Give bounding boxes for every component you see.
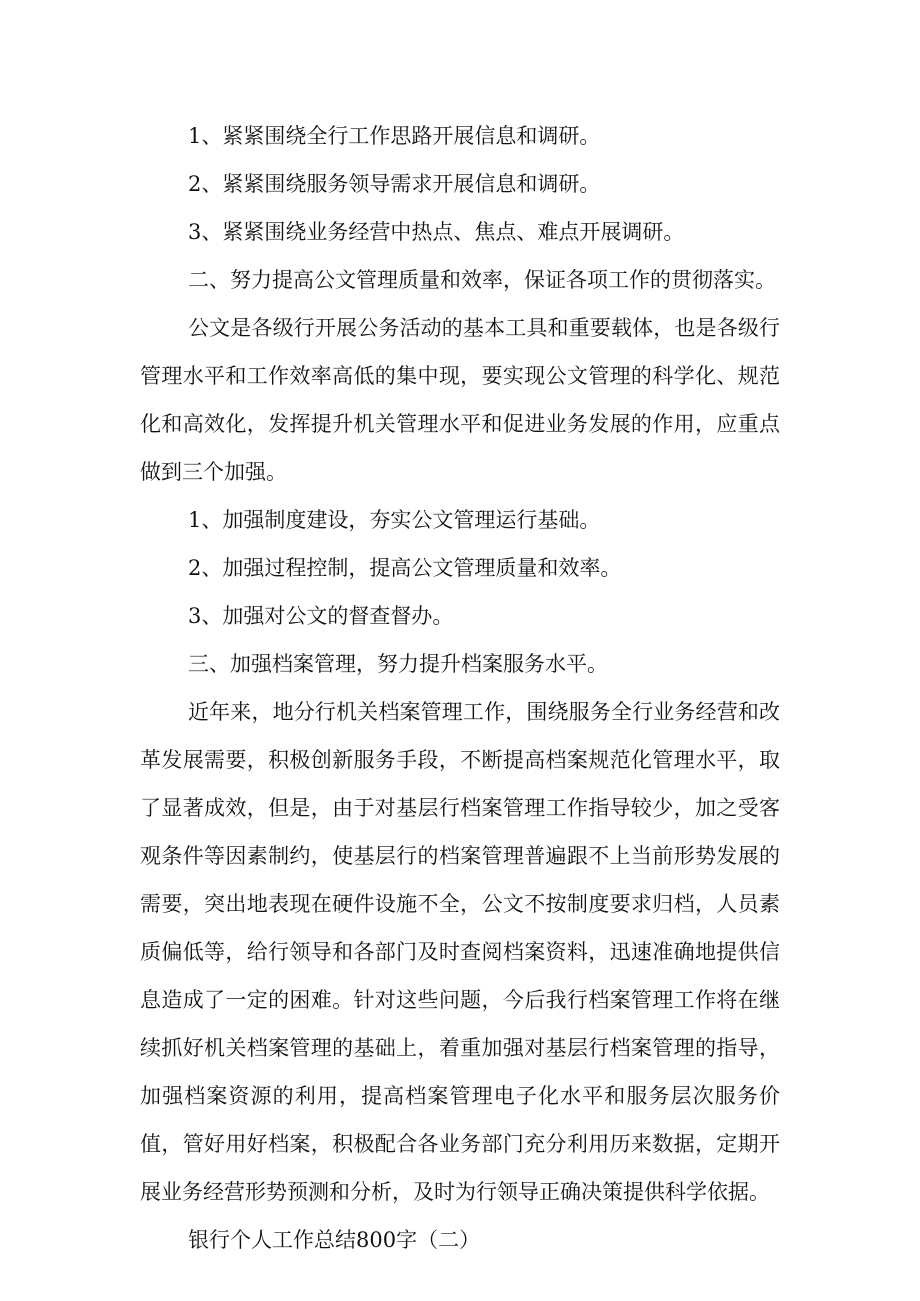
body-paragraph-official-documents: 公文是各级行开展公务活动的基本工具和重要载体，也是各级行管理水平和工作效率高低的集中现，要实现公文管理的科学化、规范化和高效化，发挥提升机关管理水平和促进业务发展的作用，应重点做到三个加强。 xyxy=(140,316,780,484)
list-item-6: 3、加强对公文的督查督办。 xyxy=(188,604,454,628)
section-heading-3: 三、加强档案管理，努力提升档案服务水平。 xyxy=(188,652,608,676)
list-item-2: 2、紧紧围绕服务领导需求开展信息和调研。 xyxy=(188,172,601,196)
list-item-5: 2、加强过程控制，提高公文管理质量和效率。 xyxy=(188,556,622,580)
body-paragraph-archives: 近年来，地分行机关档案管理工作，围绕服务全行业务经营和改革发展需要，积极创新服务手段，不断提高档案规范化管理水平，取了显著成效，但是，由于对基层行档案管理工作指导较少，加之受客观条件等因素制约，使基层行的档案管理普遍跟不上当前形势发展的需要，突出地表现在硬件设施不全，公文不按制度要求归档，人员素质偏低等，给行领导和各部门及时查阅档案资料，迅速准确地提供信息造成了一定的困难。针对这些问题，今后我行档案管理工作将在继续抓好机关档案管理的基础上，着重加强对基层行档案管理的指导，加强档案资源的利用，提高档案管理电子化水平和服务层次服务价值，管好用好档案，积极配合各业务部门充分利用历来数据，定期开展业务经营形势预测和分析，及时为行领导正确决策提供科学依据。 xyxy=(140,700,780,1204)
next-article-title: 银行个人工作总结800字（二） xyxy=(188,1228,481,1252)
document-body xyxy=(140,112,780,1264)
section-heading-2: 二、努力提高公文管理质量和效率，保证各项工作的贯彻落实。 xyxy=(188,268,776,292)
list-item-1: 1、紧紧围绕全行工作思路开展信息和调研。 xyxy=(188,124,601,148)
list-item-3: 3、紧紧围绕业务经营中热点、焦点、难点开展调研。 xyxy=(188,220,685,244)
list-item-4: 1、加强制度建设，夯实公文管理运行基础。 xyxy=(188,508,601,532)
